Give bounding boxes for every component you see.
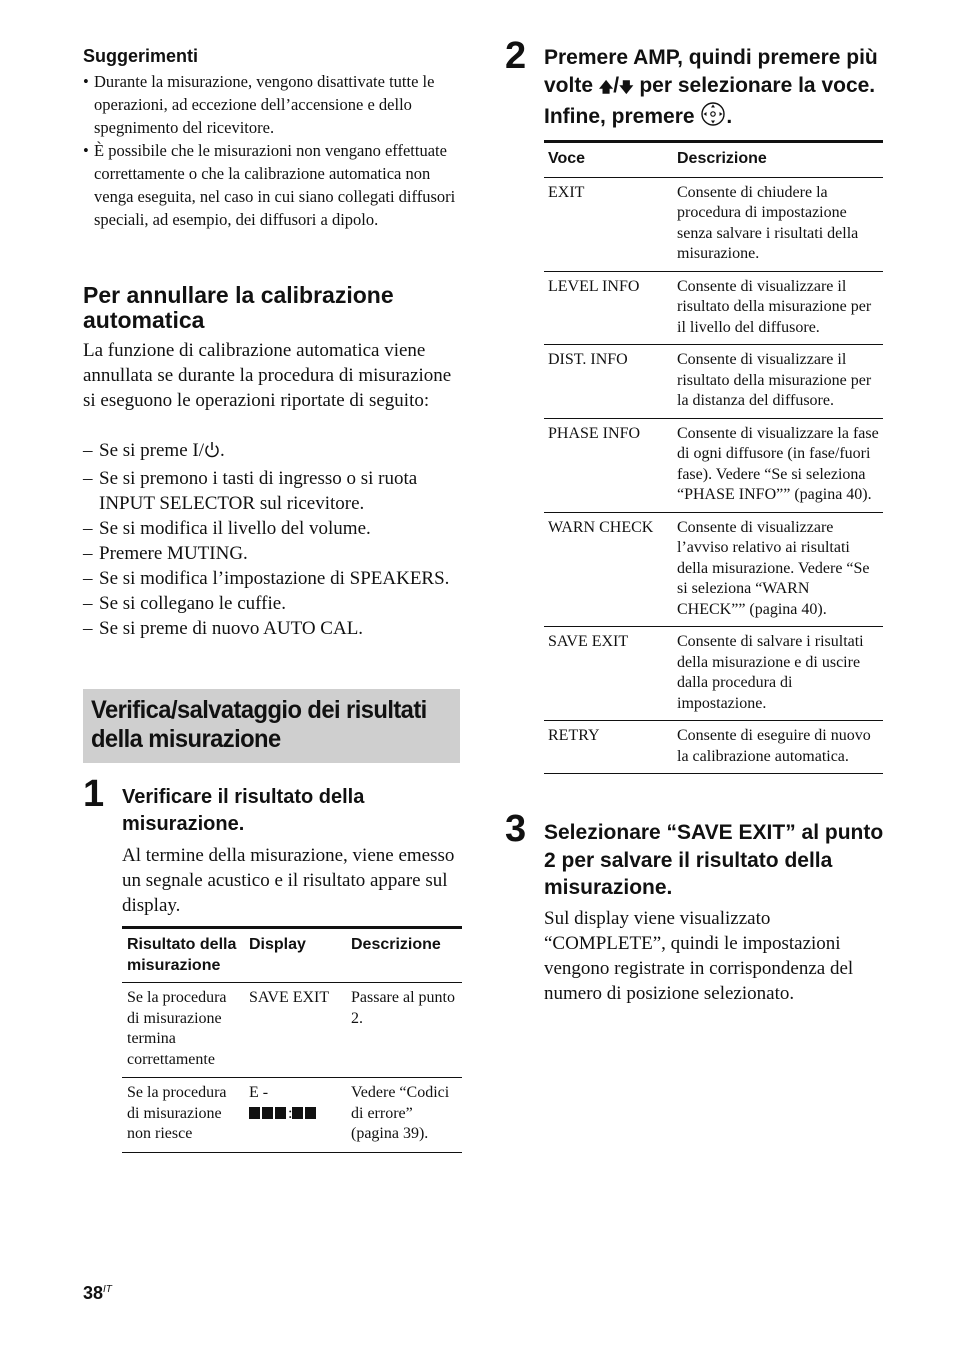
cancel-item	[83, 591, 463, 616]
cancel-item-text: Se si preme di nuovo AUTO CAL.	[99, 618, 364, 639]
table-cell: DIST. INFO	[544, 345, 673, 419]
result-table	[122, 926, 462, 1153]
dash: –	[83, 568, 93, 589]
table-cell: Consente di visualizzare il risultato della misurazione per la distanza del diffusore.	[673, 345, 883, 419]
cancel-item	[83, 616, 463, 641]
table-cell-error-display	[244, 1078, 346, 1153]
table-row	[122, 983, 462, 1078]
arrow-down-icon: 🡇	[619, 78, 634, 95]
table-cell: SAVE EXIT	[244, 983, 346, 1078]
cancel-item-text: Se si premono i tasti di ingresso o si ruota INPUT SELECTOR sul ricevitore.	[99, 468, 418, 514]
power-icon	[204, 441, 220, 466]
table-cell: Se la procedura di misurazione termina correttamente	[122, 983, 244, 1078]
step-title: Selezionare “SAVE EXIT” al punto 2 per salvare il risultato della misurazione.	[544, 821, 884, 899]
step-title-end: .	[726, 105, 733, 128]
column-header: Voce	[544, 142, 673, 178]
error-prefix: E -	[249, 1084, 269, 1101]
table-row	[544, 271, 883, 345]
page-number	[83, 1283, 112, 1304]
cancel-item	[83, 466, 463, 516]
table-cell: PHASE INFO	[544, 418, 673, 512]
table-row	[544, 177, 883, 271]
table-cell: SAVE EXIT	[544, 627, 673, 721]
error-code-placeholder	[249, 1105, 288, 1122]
step-title	[544, 44, 889, 135]
cancel-item-text: Se si collegano le cuffie.	[99, 593, 286, 614]
section-title: Verifica/salvataggio dei risultati della misurazione	[91, 696, 427, 753]
cancel-item-text: Se si preme	[99, 440, 193, 461]
item-table	[544, 140, 883, 774]
error-code-placeholder	[292, 1105, 318, 1122]
tip-text: È possibile che le misurazioni non vengano effettuate correttamente o che la calibrazione automatica non venga eseguita, nel caso in cui siano collegati diffusori speciali, ad esempio, dei diffusori a dipolo.	[94, 141, 456, 229]
step-title: Verificare il risultato della misurazione.	[122, 786, 365, 835]
error-separator: :	[288, 1104, 293, 1122]
cancel-body: La funzione di calibrazione automatica viene annullata se durante la procedura di misurazione si eseguono le operazioni riportate di seguito:	[83, 340, 452, 411]
table-cell: Consente di visualizzare il risultato della misurazione per il livello del diffusore.	[673, 271, 883, 345]
table-row	[544, 721, 883, 774]
tips-list	[83, 70, 463, 231]
step-number: 1	[83, 773, 105, 815]
table-cell: Consente di chiudere la procedura di impostazione senza salvare i risultati della misurazione.	[673, 177, 883, 271]
power-bar: I/	[192, 440, 205, 461]
tip-item	[83, 70, 463, 139]
step-body: Al termine della misurazione, viene emesso un segnale acustico e il risultato appare sul display.	[122, 845, 455, 916]
table-cell: Se la procedura di misurazione non riesce	[122, 1078, 244, 1153]
dash: –	[83, 518, 93, 539]
table-cell: Consente di visualizzare l’avviso relativo ai risultati della misurazione. Vedere “Se si seleziona “WARN CHECK”” (pagina 40).	[673, 512, 883, 627]
table-header-row	[544, 142, 883, 178]
dash: –	[83, 618, 93, 639]
column-header: Risultato della misurazione	[122, 928, 244, 983]
table-header-row	[122, 928, 462, 983]
table-cell: WARN CHECK	[544, 512, 673, 627]
dash: –	[83, 440, 93, 461]
slash: /	[613, 73, 620, 97]
column-header: Display	[244, 928, 346, 983]
cancel-item-text: Se si modifica il livello del volume.	[99, 518, 371, 539]
page-number-value: 38	[83, 1283, 104, 1303]
cancel-item	[83, 541, 463, 566]
table-cell: Passare al punto 2.	[346, 983, 462, 1078]
tip-text: Durante la misurazione, vengono disattivate tutte le operazioni, ad eccezione dell’accensione e dello spegnimento del ricevitore.	[94, 72, 435, 137]
cancel-item-suffix: .	[220, 440, 225, 461]
section-banner	[83, 689, 460, 763]
step-number: 3	[505, 808, 527, 850]
enter-button-icon	[700, 101, 726, 135]
step-body: Sul display viene visualizzato “COMPLETE”, quindi le impostazioni vengono registrate in corrispondenza del numero di posizione selezionato.	[544, 908, 854, 1004]
table-cell: Consente di eseguire di nuovo la calibrazione automatica.	[673, 721, 883, 774]
table-row	[122, 1078, 462, 1153]
table-cell: Consente di salvare i risultati della misurazione e di uscire dalla procedura di impostazione.	[673, 627, 883, 721]
dash: –	[83, 593, 93, 614]
table-row	[544, 418, 883, 512]
tips-heading: Suggerimenti	[83, 46, 199, 66]
table-cell: RETRY	[544, 721, 673, 774]
cancel-list	[83, 438, 463, 641]
table-cell: LEVEL INFO	[544, 271, 673, 345]
cancel-item-text: Premere MUTING.	[99, 543, 248, 564]
column-header: Descrizione	[346, 928, 462, 983]
bullet: •	[83, 141, 89, 160]
cancel-item	[83, 566, 463, 591]
column-header: Descrizione	[673, 142, 883, 178]
dash: –	[83, 468, 93, 489]
table-row	[544, 345, 883, 419]
cancel-item-power	[83, 438, 463, 466]
table-cell: Vedere “Codici di errore” (pagina 39).	[346, 1078, 462, 1153]
dash: –	[83, 543, 93, 564]
tip-item	[83, 139, 463, 231]
step-title-text: per selezionare la voce. Infine, premere	[544, 73, 876, 128]
step-number: 2	[505, 35, 527, 77]
page-number-suffix: IT	[103, 1284, 112, 1295]
table-cell: Consente di visualizzare la fase di ogni diffusore (in fase/fuori fase). Vedere “Se si seleziona “PHASE INFO”” (pagina 40).	[673, 418, 883, 512]
step-title-text: Premere AMP, quindi premere più volte	[544, 46, 878, 97]
cancel-item	[83, 516, 463, 541]
table-cell: EXIT	[544, 177, 673, 271]
cancel-heading: Per annullare la calibrazione automatica	[83, 282, 394, 333]
table-row	[544, 512, 883, 627]
cancel-item-text: Se si modifica l’impostazione di SPEAKERS.	[99, 568, 450, 589]
arrow-up-icon: 🡅	[598, 78, 614, 95]
bullet: •	[83, 72, 89, 91]
table-row	[544, 627, 883, 721]
